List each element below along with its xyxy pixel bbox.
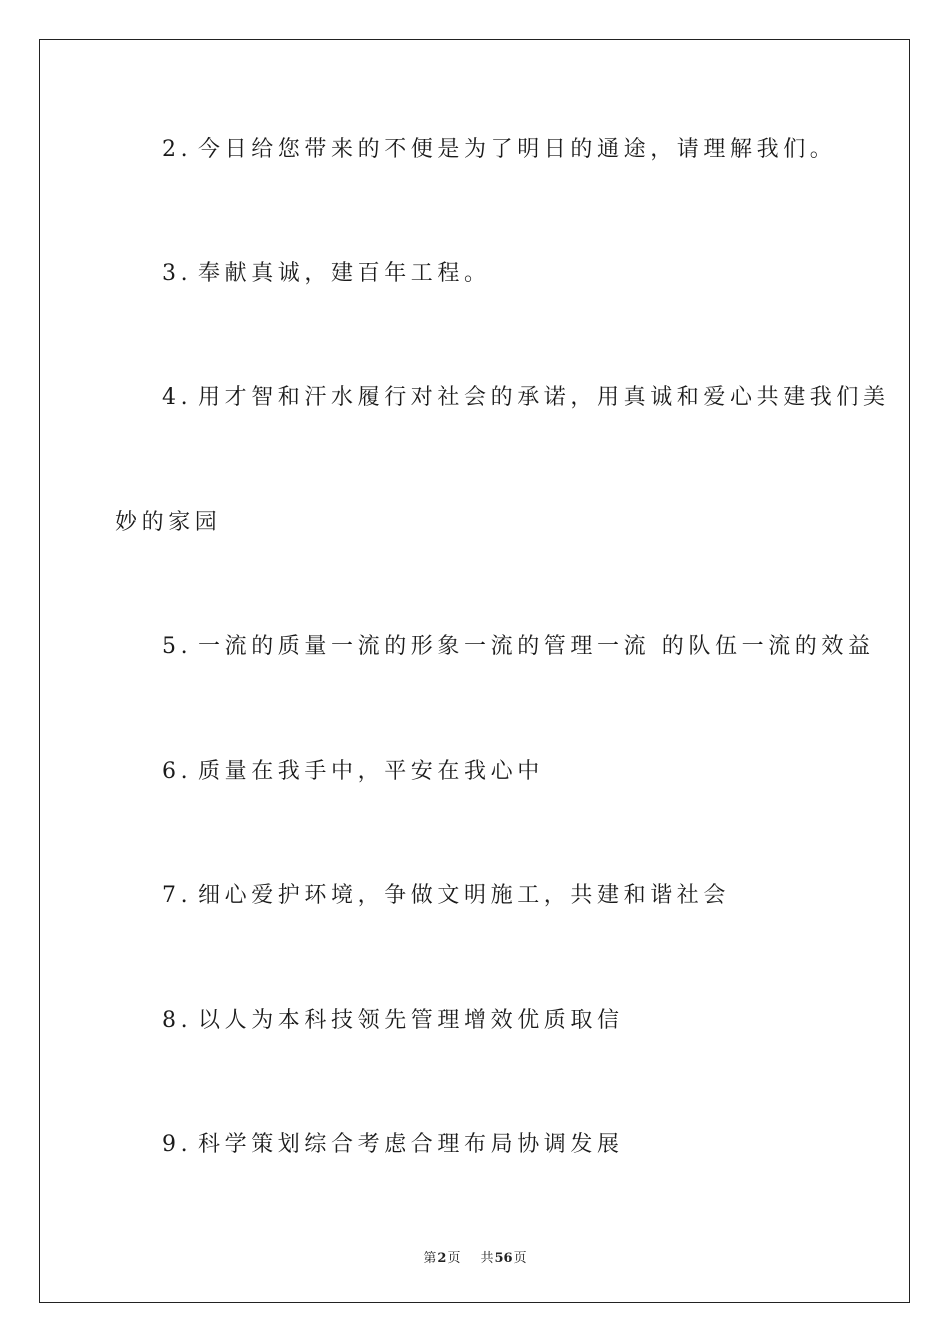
line-text: 质量在我手中，平安在我心中: [198, 759, 544, 784]
slogan-line-7: [162, 881, 730, 911]
footer-page-prefix: 第: [423, 1251, 437, 1266]
slogan-line-4: [162, 383, 890, 413]
slogan-line-9: [162, 1130, 624, 1160]
line-text: 奉献真诚，建百年工程。: [198, 261, 491, 286]
slogan-line-4-continuation: [115, 508, 221, 538]
line-text: 一流的质量一流的形象一流的管理一流 的队伍一流的效益: [198, 634, 875, 659]
line-number: 8.: [162, 1008, 193, 1033]
line-text: 妙的家园: [115, 510, 222, 535]
slogan-line-2: [162, 135, 836, 165]
line-number: 5.: [162, 634, 193, 659]
slogan-line-3: [162, 259, 491, 289]
line-text: 以人为本科技领先管理增效优质取信: [198, 1008, 624, 1033]
line-number: 9.: [162, 1132, 193, 1157]
page-border: [39, 39, 910, 1303]
slogan-line-8: [162, 1006, 624, 1036]
line-number: 4.: [162, 385, 193, 410]
line-number: 7.: [162, 883, 193, 908]
footer-total-prefix: 共: [480, 1251, 494, 1266]
footer-total-number: 56: [494, 1251, 513, 1266]
line-text: 用才智和汗水履行对社会的承诺，用真诚和爱心共建我们美: [198, 385, 890, 410]
footer-page-number: 2: [437, 1251, 447, 1266]
line-text: 科学策划综合考虑合理布局协调发展: [198, 1132, 624, 1157]
slogan-line-5: [162, 632, 875, 662]
line-text: 细心爱护环境，争做文明施工，共建和谐社会: [198, 883, 731, 908]
footer-page-suffix: 页: [447, 1251, 461, 1266]
page-footer: [0, 1247, 950, 1266]
line-number: 3.: [162, 261, 193, 286]
slogan-line-6: [162, 757, 544, 787]
line-number: 2.: [162, 137, 193, 162]
line-text: 今日给您带来的不便是为了明日的通途，请理解我们。: [198, 137, 837, 162]
footer-total-suffix: 页: [513, 1251, 527, 1266]
line-number: 6.: [162, 759, 193, 784]
